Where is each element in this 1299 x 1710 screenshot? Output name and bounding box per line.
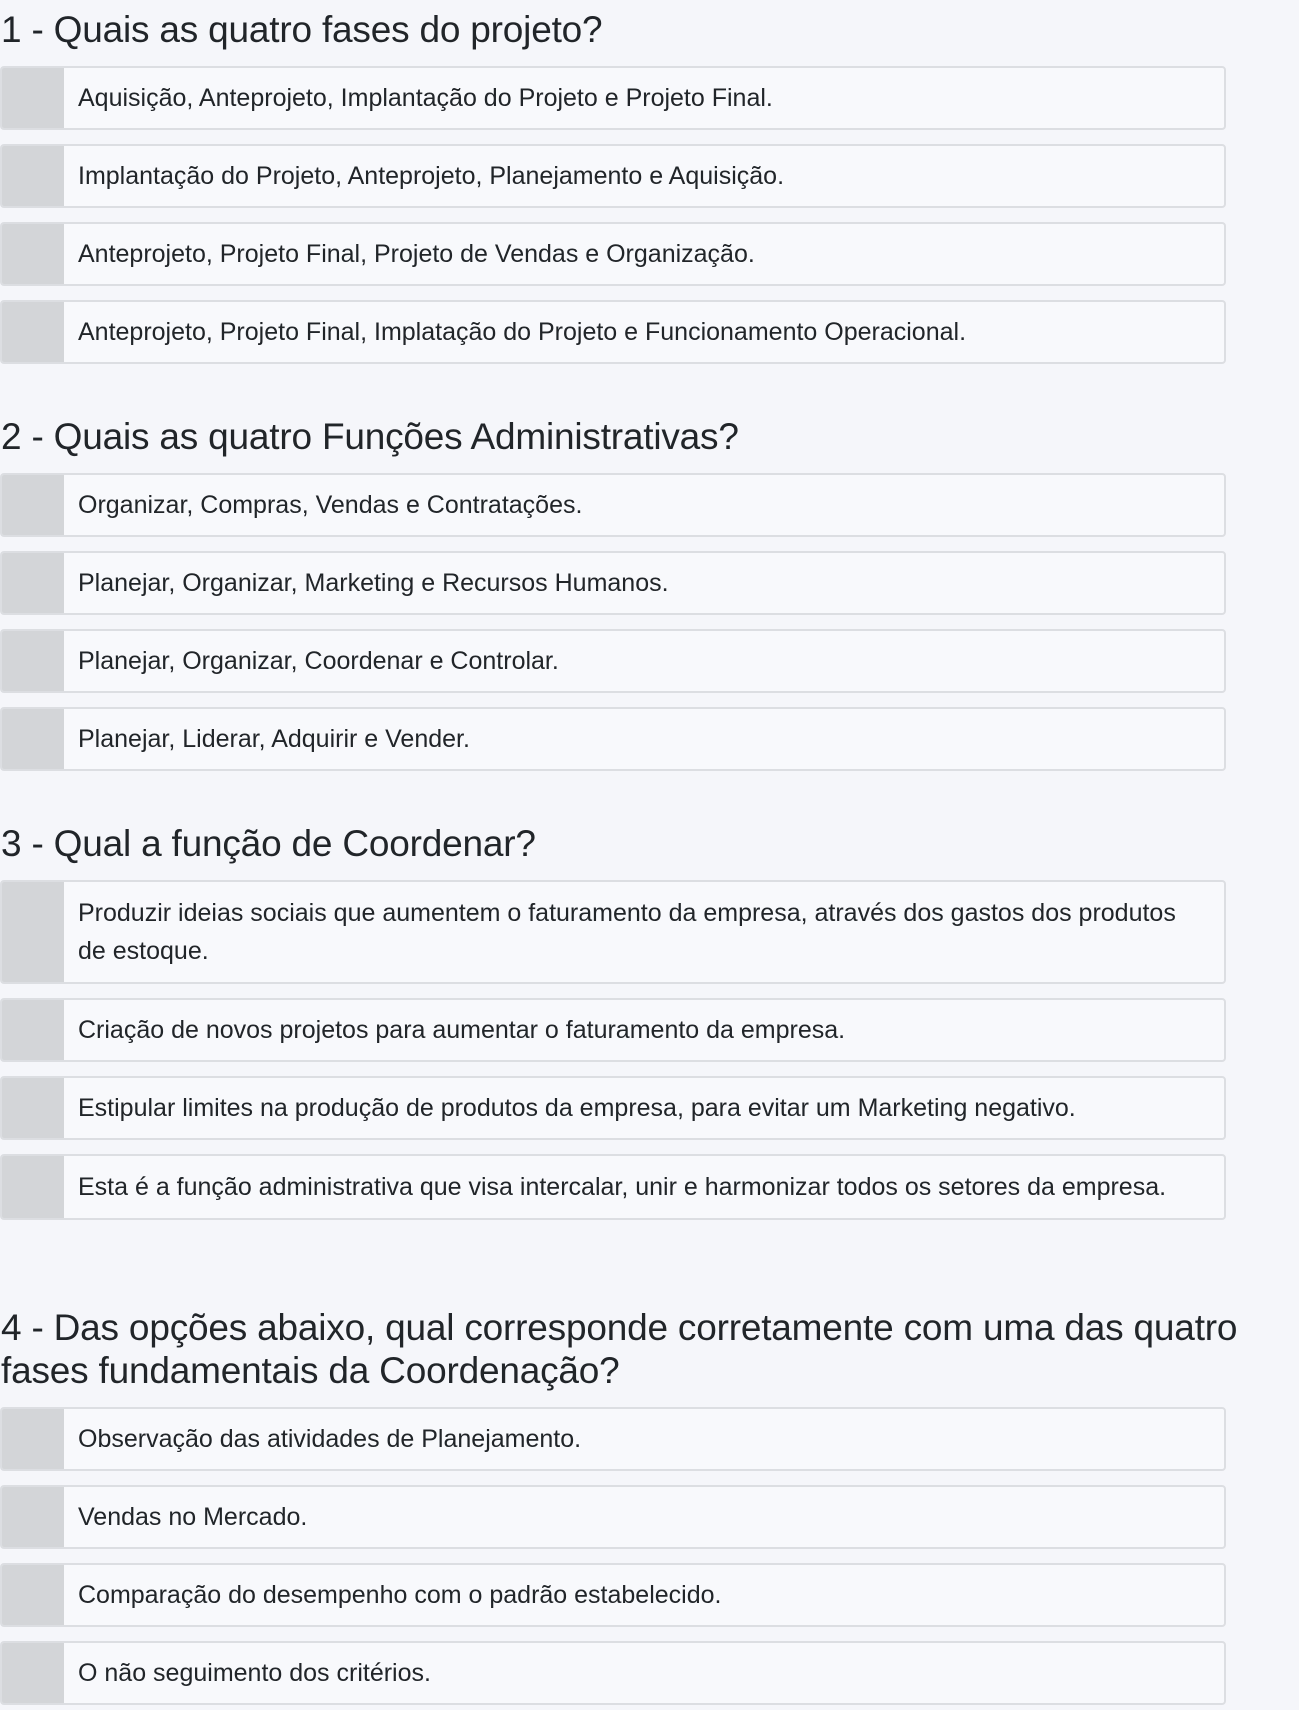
option-label: Anteprojeto, Projeto Final, Implatação do Projeto e Funcionamento Operacional. [78,318,967,346]
option-label: Planejar, Liderar, Adquirir e Vender. [78,725,470,753]
question-title: 2 - Quais as quatro Funções Administrativas? [1,416,739,457]
option-marker[interactable] [2,1643,64,1703]
option-label: Produzir ideias sociais que aumentem o faturamento da empresa, através dos gastos dos produtos de estoque. [78,899,1176,965]
answer-option[interactable] [0,880,1226,984]
option-label: Criação de novos projetos para aumentar o faturamento da empresa. [78,1016,846,1044]
question-1 [0,8,1226,364]
answer-option[interactable] [0,998,1226,1062]
option-marker[interactable] [2,146,64,206]
option-marker[interactable] [2,1409,64,1469]
option-label: Planejar, Organizar, Coordenar e Controlar. [78,647,559,675]
question-title: 1 - Quais as quatro fases do projeto? [1,9,603,50]
option-label: Anteprojeto, Projeto Final, Projeto de Vendas e Organização. [78,240,755,268]
answer-option[interactable] [0,1485,1226,1549]
option-marker[interactable] [2,631,64,691]
option-label: Comparação do desempenho com o padrão estabelecido. [78,1581,722,1609]
option-marker[interactable] [2,1487,64,1547]
answer-option[interactable] [0,707,1226,771]
option-label: Vendas no Mercado. [78,1503,308,1531]
question-2 [0,415,1226,771]
question-title: 3 - Qual a função de Coordenar? [1,823,536,864]
option-marker[interactable] [2,475,64,535]
answer-option[interactable] [0,551,1226,615]
option-marker[interactable] [2,68,64,128]
answer-option[interactable] [0,1563,1226,1627]
question-4 [0,1306,1299,1705]
answer-option[interactable] [0,66,1226,130]
option-label: Planejar, Organizar, Marketing e Recursos Humanos. [78,569,669,597]
answer-option[interactable] [0,1641,1226,1705]
answer-options [0,880,1226,1220]
option-label: Esta é a função administrativa que visa intercalar, unir e harmonizar todos os setores da empresa. [78,1173,1167,1201]
answer-option[interactable] [0,300,1226,364]
option-label: Aquisição, Anteprojeto, Implantação do Projeto e Projeto Final. [78,84,773,112]
option-marker[interactable] [2,1565,64,1625]
answer-options [0,1407,1299,1705]
answer-options [0,473,1226,771]
answer-options [0,66,1226,364]
option-marker[interactable] [2,302,64,362]
question-3 [0,822,1226,1220]
option-marker[interactable] [2,224,64,284]
answer-option[interactable] [0,1407,1226,1471]
option-label: Organizar, Compras, Vendas e Contratações. [78,491,583,519]
option-marker[interactable] [2,1000,64,1060]
option-label: O não seguimento dos critérios. [78,1659,431,1687]
option-marker[interactable] [2,1156,64,1218]
answer-option[interactable] [0,222,1226,286]
option-label: Implantação do Projeto, Anteprojeto, Planejamento e Aquisição. [78,162,785,190]
answer-option[interactable] [0,144,1226,208]
option-marker[interactable] [2,553,64,613]
answer-option[interactable] [0,1076,1226,1140]
answer-option[interactable] [0,1154,1226,1220]
option-marker[interactable] [2,882,64,982]
answer-option[interactable] [0,629,1226,693]
option-marker[interactable] [2,709,64,769]
option-label: Estipular limites na produção de produtos da empresa, para evitar um Marketing negativo. [78,1094,1076,1122]
answer-option[interactable] [0,473,1226,537]
option-label: Observação das atividades de Planejamento. [78,1425,582,1453]
question-title: 4 - Das opções abaixo, qual corresponde corretamente com uma das quatro fases fundamentais da Coordenação? [1,1307,1238,1391]
option-marker[interactable] [2,1078,64,1138]
